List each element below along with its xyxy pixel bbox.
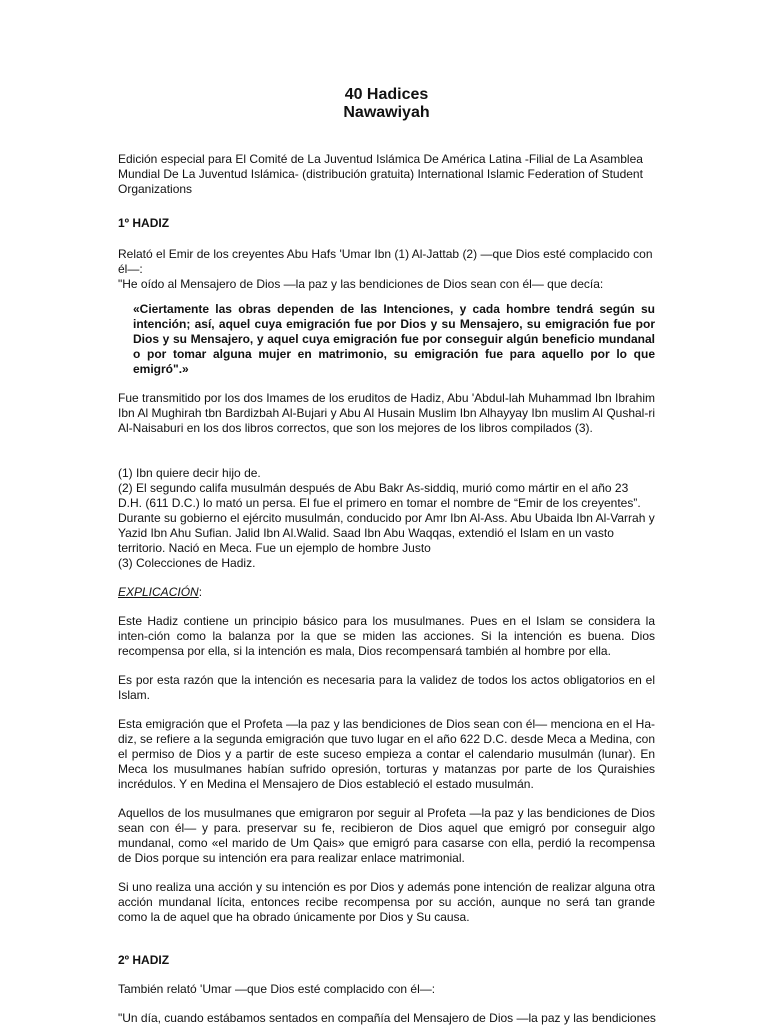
explanation-heading	[118, 585, 655, 600]
explanation-paragraph-4: Aquellos de los musulmanes que emigraron por seguir al Profeta —la paz y las bendiciones de Dios sean con él— y para. preservar su fe, recibieron de Dios aquel que emigró por conseguir algo mundanal, como «el marido de Um Qais» que emigró para casarse con ella, perdió la recompensa de Dios porque su intención era para realizar enlace matrimonial.	[118, 806, 655, 865]
hadiz-1-heading: 1º HADIZ	[118, 216, 170, 230]
hadiz-1-quote: «Ciertamente las obras dependen de las Intenciones, y cada hombre tendrá según su intención; así, aquel cuya emigración fue por Dios y su Mensajero, su emigración fue por Dios y su Mensajero, y aquel cuya emigración fue por conseguir algún beneficio mundanal o por tomar alguna mujer en matrimonio, su emigración fue para aquello por lo que emigró".»	[133, 302, 655, 376]
footnote-1: (1) Ibn quiere decir hijo de.	[118, 466, 261, 480]
document-title-line1: 40 Hadices	[344, 86, 429, 103]
hadiz-1-transmission: Fue transmitido por los dos Imames de los eruditos de Hadiz, Abu 'Abdul-lah Muhammad Ibn Ibrahim Ibn Al Mughirah tbn Bardizbah Al-Bujari y Abu Al Husain Muslim Ibn Alhayyay Ibn muslim Al Qushal-ri Al-Naisaburi en los dos libros correctos, que son los mejores de los libros compilados (3).	[118, 391, 655, 435]
intro-paragraph: Edición especial para El Comité de La Juventud Islámica De América Latina -Filial de La Asamblea Mundial De La Juventud Islámica- (distribución gratuita) International Islamic Federation of Student Organizations	[118, 152, 643, 196]
document-title-line2: Nawawiyah	[343, 104, 430, 121]
footnote-3: (3) Colecciones de Hadiz.	[118, 556, 256, 570]
explanation-heading-colon: :	[198, 585, 203, 599]
explanation-paragraph-5: Si uno realiza una acción y su intención es por Dios y además pone intención de realizar alguna otra acción mundanal lícita, entonces recibe recompensa por su acción, aunque no será tan grande como la de aquel que ha obrado únicamente por Dios y Su causa.	[118, 880, 655, 924]
hadiz-1-narration-line1: Relató el Emir de los creyentes Abu Hafs 'Umar Ibn (1) Al-Jattab (2) —que Dios esté complacido con él—:	[118, 247, 653, 276]
explanation-paragraph-1: Este Hadiz contiene un principio básico para los musulmanes. Pues en el Islam se considera la inten-ción como la balanza por la que se miden las acciones. Si la intención es buena. Dios recompensa por ella, si la intención es mala, Dios recompensará también al hombre por ella.	[118, 614, 655, 658]
footnote-2: (2) El segundo califa musulmán después de Abu Bakr As-siddiq, murió como mártir en el año 23 D.H. (611 D.C.) lo mató un persa. El fue el primero en tomar el nombre de “Emir de los creyentes”. Durante su gobierno el ejército musulmán, conducido por Amr Ibn Al-Ass. Abu Ubaida Ibn Al-Varrah y Yazid Ibn Ahu Sufian. Jalid Ibn Al.Walid. Saad Ibn Abu Waqqas, extendió el Islam en un vasto territorio. Nació en Meca. Fue un ejemplo de hombre Justo	[118, 481, 655, 555]
hadiz-2-text: "Un día, cuando estábamos sentados en compañía del Mensajero de Dios —la paz y las bendiciones	[118, 1011, 656, 1025]
document-page	[118, 86, 655, 1026]
hadiz-2-narration: También relató 'Umar —que Dios esté complacido con él—:	[118, 982, 436, 996]
hadiz-2-heading: 2º HADIZ	[118, 953, 170, 967]
explanation-paragraph-3: Esta emigración que el Profeta —la paz y las bendiciones de Dios sean con él— menciona en el Ha-diz, se refiere a la segunda emigración que tuvo lugar en el año 622 D.C. desde Meca a Medina, con el permiso de Dios y a partir de este suceso empieza a contar el calendario musulmán (lunar). En Meca los musulmanes habían sufrido opresión, torturas y matanzas por parte de los Quraishies incrédulos. Y en Medina el Mensajero de Dios estableció el estado musulmán.	[118, 717, 655, 791]
explanation-paragraph-2: Es por esta razón que la intención es necesaria para la validez de todos los actos obligatorios en el Islam.	[118, 673, 655, 702]
hadiz-1-narration-line2: "He oído al Mensajero de Dios —la paz y las bendiciones de Dios sean con él— que decía:	[118, 277, 604, 291]
explanation-heading-text: EXPLICACIÓN	[118, 585, 199, 599]
